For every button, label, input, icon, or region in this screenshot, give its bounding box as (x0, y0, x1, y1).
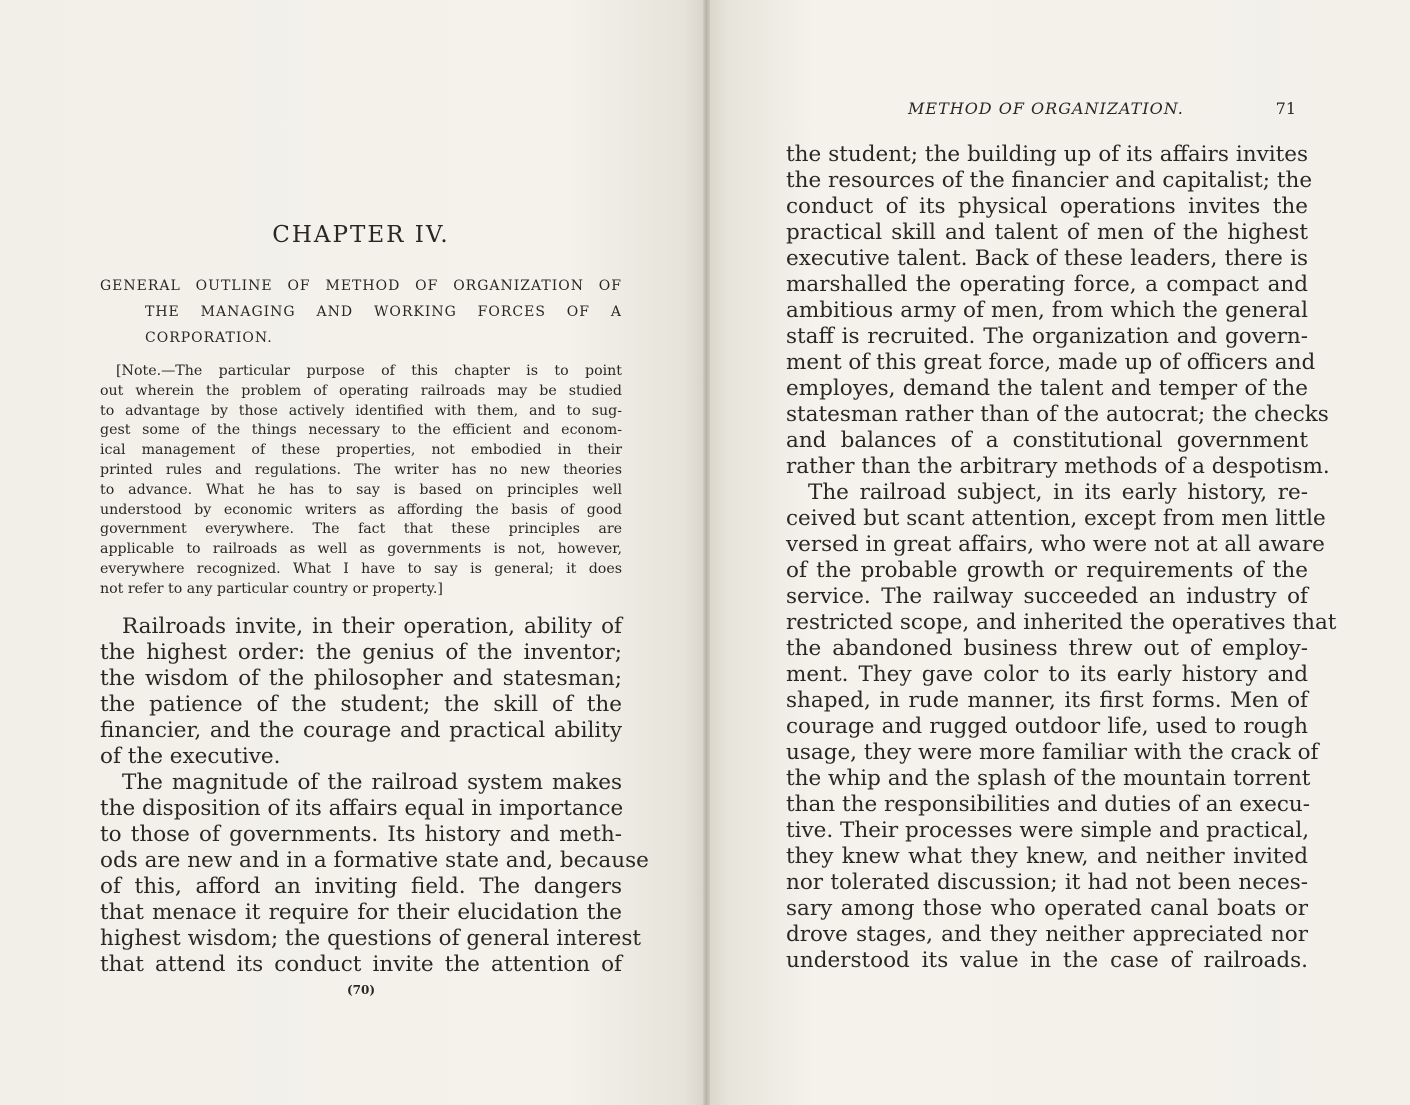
text-line: staff is recruited. The organization and govern- (786, 324, 1308, 349)
paragraph (786, 480, 1337, 974)
page-number: (70) (346, 983, 376, 997)
text-line: understood its value in the case of railroads. (786, 948, 1308, 973)
text-line: the whip and the splash of the mountain torrent (786, 766, 1311, 791)
text-line: ment. They gave color to its early history and (786, 662, 1308, 687)
text-line: ment of this great force, made up of officers and (786, 350, 1316, 375)
text-line: to those of governments. Its history and meth- (100, 822, 622, 847)
text-line: service. The railway succeeded an industry of (786, 584, 1308, 609)
note-line: not refer to any particular country or property.] (100, 580, 443, 597)
text-line: than the responsibilities and duties of an execu- (786, 792, 1310, 817)
right-body-text (786, 142, 1337, 974)
text-line: practical skill and talent of men of the highest (786, 220, 1308, 245)
chapter-subtitle (100, 273, 622, 351)
subtitle-line: GENERAL OUTLINE OF METHOD OF ORGANIZATION OF (100, 278, 622, 294)
text-line: the highest order: the genius of the inventor; (100, 640, 622, 665)
text-line: conduct of its physical operations invites the (786, 194, 1308, 219)
text-line: the resources of the financier and capitalist; the (786, 168, 1313, 193)
note-line: ical management of these properties, not embodied in their (100, 442, 622, 459)
text-line: the student; the building up of its affairs invites (786, 142, 1308, 167)
text-line: sary among those who operated canal boats or (786, 896, 1308, 921)
text-line: that attend its conduct invite the attention of (100, 952, 622, 977)
note-line: gest some of the things necessary to the efficient and econom- (100, 422, 622, 439)
text-line: financier, and the courage and practical ability (100, 718, 622, 743)
subtitle-line: CORPORATION. (145, 330, 273, 346)
text-line: nor tolerated discussion; it had not been neces- (786, 870, 1308, 895)
text-line: shaped, in rude manner, its first forms. Men of (786, 688, 1308, 713)
text-line: and balances of a constitutional government (786, 428, 1308, 453)
text-line: the abandoned business threw out of employ- (786, 636, 1308, 661)
note-line: out wherein the problem of operating railroads may be studied (100, 382, 622, 399)
subtitle-line: THE MANAGING AND WORKING FORCES OF A (145, 304, 622, 320)
paragraph (100, 614, 622, 770)
chapter-note (100, 362, 622, 600)
text-line: the wisdom of the philosopher and statesman; (100, 666, 622, 691)
text-line: The magnitude of the railroad system makes (122, 770, 622, 795)
page-number: 71 (1275, 99, 1296, 118)
chapter-heading: CHAPTER IV. (272, 222, 450, 248)
text-line: of the probable growth or requirements of the (786, 558, 1308, 583)
text-line: ods are new and in a formative state and, because (100, 848, 649, 873)
book-gutter (703, 0, 710, 1105)
text-line: rather than the arbitrary methods of a despotism. (786, 454, 1330, 479)
paragraph (100, 770, 649, 978)
text-line: that menace it require for their elucidation the (100, 900, 622, 925)
note-line: government everywhere. The fact that these principles are (100, 521, 622, 538)
text-line: the disposition of its affairs equal in importance (100, 796, 624, 821)
note-line: to advantage by those actively identified with them, and to sug- (100, 402, 622, 419)
text-line: Railroads invite, in their operation, ability of (122, 614, 622, 639)
text-line: marshalled the operating force, a compact and (786, 272, 1308, 297)
text-line: versed in great affairs, who were not at all aware (786, 532, 1325, 557)
text-line: The railroad subject, in its early history, re- (808, 480, 1308, 505)
text-line: restricted scope, and inherited the operatives that (786, 610, 1337, 635)
running-title: METHOD OF ORGANIZATION. (908, 99, 1184, 118)
text-line: of the executive. (100, 744, 281, 769)
text-line: executive talent. Back of these leaders, there is (786, 246, 1308, 271)
note-line: applicable to railroads as well as governments is not, however, (100, 541, 622, 558)
text-line: usage, they were more familiar with the crack of (786, 740, 1319, 765)
text-line: highest wisdom; the questions of general interest (100, 926, 641, 951)
note-line: printed rules and regulations. The writer has no new theories (100, 461, 622, 478)
note-line: [Note.—The particular purpose of this chapter is to point (116, 363, 622, 379)
text-line: courage and rugged outdoor life, used to rough (786, 714, 1308, 739)
text-line: they knew what they knew, and neither invited (786, 844, 1308, 869)
text-line: ceived but scant attention, except from men little (786, 506, 1326, 531)
paragraph (786, 142, 1330, 480)
left-body-text (100, 614, 649, 978)
text-line: of this, afford an inviting field. The dangers (100, 874, 622, 899)
note-line: to advance. What he has to say is based on principles well (100, 481, 622, 498)
text-line: the patience of the student; the skill of the (100, 692, 622, 717)
text-line: statesman rather than of the autocrat; the checks (786, 402, 1329, 427)
text-line: employes, demand the talent and temper of the (786, 376, 1308, 401)
text-line: tive. Their processes were simple and practical, (786, 818, 1310, 843)
note-line: understood by economic writers as affording the basis of good (100, 501, 622, 518)
note-line: everywhere recognized. What I have to say is general; it does (100, 560, 622, 577)
text-line: ambitious army of men, from which the general (786, 298, 1308, 323)
text-line: drove stages, and they neither appreciated nor (786, 922, 1308, 947)
